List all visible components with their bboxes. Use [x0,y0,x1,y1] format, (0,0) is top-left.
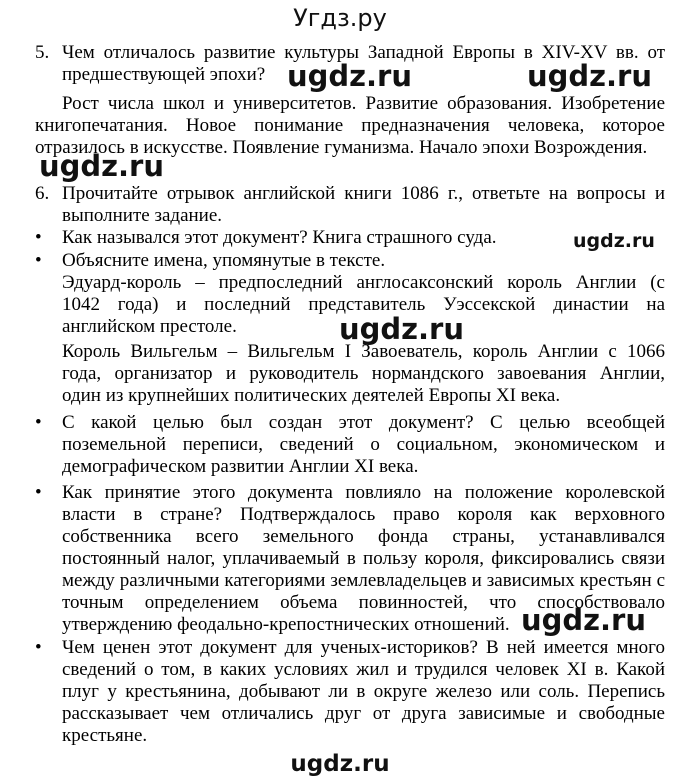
bullet-2-line-7: один из крупнейших политических деятелей Европы XI века. [62,385,561,406]
bullet-2-line-4: английском престоле. [62,316,237,337]
q5-question-line-2: предшествующей эпохи? [62,64,266,85]
bullet-5-line-5: крестьяне. [62,725,148,746]
watermark: ugdz.ru [287,59,413,93]
bullet-4-line-3: собственника всего земельного фонда страны, устанавливался [62,526,665,547]
site-header: Угдз.ру [293,4,387,32]
bullet-2-line-5: Король Вильгельм – Вильгельм I Завоеватель, король Англии с 1066 [62,341,665,362]
bullet-4-marker: • [35,482,42,503]
site-footer: ugdz.ru [290,751,390,777]
q6-intro-line-1: Прочитайте отрывок английской книги 1086 г., ответьте на вопросы и [62,183,665,204]
q6-number: 6. [35,183,50,204]
bullet-4-line-5: между различными категориями землевладельцев и зависимых крестьян с [62,570,665,591]
bullet-4-line-7: утверждению феодально-крепостнических отношений. [62,614,510,635]
bullet-2-line-3: 1042 года) и последний представитель Уэссекской династии на [62,294,665,315]
bullet-2-line-6: года, организатор и руководитель нормандского завоевания Англии, [62,363,665,384]
bullet-3-line-1: С какой целью был создан этот документ? С целью всеобщей [62,412,665,433]
watermark: ugdz.ru [521,603,647,637]
q5-answer-line-2: книгопечатания. Новое понимание предназначения человека, которое [35,115,665,136]
watermark: ugdz.ru [39,149,165,183]
watermark: ugdz.ru [527,59,653,93]
q6-intro-line-2: выполните задание. [62,205,223,226]
watermark: ugdz.ru [339,312,465,346]
bullet-5-marker: • [35,637,42,658]
bullet-3-line-2: поземельной переписи, сведений о социальном, экономическом и [62,434,665,455]
q5-number: 5. [35,42,50,63]
bullet-4-line-2: власти в стране? Подтверждалось право короля как верховного [62,504,665,525]
bullet-5-line-3: плуг у крестьянина, добывают ли в округе железо или соль. Перепись [62,681,665,702]
bullet-4-line-4: постоянный налог, уплачиваемый в пользу короля, фиксировались связи [62,548,665,569]
bullet-5-line-4: рассказывает чем отличались друг от друга зависимые и свободные [62,703,665,724]
q5-answer-line-3: отразилось в искусстве. Появление гуманизма. Начало эпохи Возрождения. [35,137,648,158]
bullet-2-line-2: Эдуард-король – предпоследний англосаксонский король Англии (с [62,272,665,293]
q5-answer-line-1: Рост числа школ и университетов. Развитие образования. Изобретение [62,93,665,114]
bullet-2-line-1: Объясните имена, упомянутые в тексте. [62,250,386,271]
bullet-4-line-6: точным определением объема повинностей, что способствовало [62,592,665,613]
bullet-1-marker: • [35,227,42,248]
watermark: ugdz.ru [573,230,655,252]
q5-question-line-1: Чем отличалось развитие культуры Западной Европы в XIV-XV вв. от [62,42,665,63]
bullet-3-marker: • [35,412,42,433]
bullet-1-line-1: Как назывался этот документ? Книга страшного суда. [62,227,497,248]
bullet-5-line-2: сведений о том, в каких условиях жил и трудился человек XI в. Какой [62,659,665,680]
bullet-5-line-1: Чем ценен этот документ для ученых-историков? В ней имеется много [62,637,665,658]
bullet-4-line-1: Как принятие этого документа повлияло на положение королевской [62,482,665,503]
bullet-2-marker: • [35,250,42,271]
bullet-3-line-3: демографическом развитии Англии XI века. [62,456,419,477]
